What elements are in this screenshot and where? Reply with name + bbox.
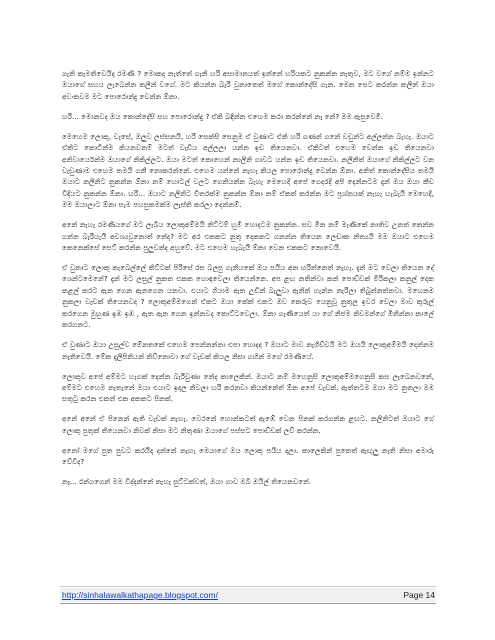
footer-bottom-divider [60, 603, 436, 604]
paragraph-9: අනෝ මගේ පුත පුවට කරයිද දන්නේ නැහැ මෙයාගේ ඔය ලොකු පයිය දාලා. කාලෙකින් පුතෙත් ඇඟුලු නැති නිසා අමාරු වේවිද? [62, 445, 434, 467]
paragraph-4: අනේ නැහැ රමණියගේ මට ලැබිය ලොකුඅම්මයි නිට්ටම් හුමී හොදටම නුකන්න. සව මින නම් මැණිකේ නාතිව උනත් කෙන්න ගන්න බැරියැයි අවශ්‍යවුනොත් නේද? මට අර එකකට නුතු දෙකකට ගනන්න තියෙන ලෙඩ්‍රුක නිත්‍යයි මම ඔයාට එහෙම කෙනෙක්සේ සෙට් කරන්න පුලුවන්ද අහුවේ. මට එහෙම හැබැයි ඕනා වෙන එකකට නොවෙයි. [62, 220, 434, 253]
body-text [62, 68, 434, 496]
paragraph-1: ගැනි කැමතිවෙයිද රමණී ? මොකද නැත්තේ ගැනි හරි අසාමානයත් ඉන්නේ හරියකට නුකන්න නැතුව, මට වගේ නම්ම ඉන්නට ඔයාගේ සහය ලැබෙන්න කලින් වගේ. මට කියන්න බැරි වුනාතෙත් මගේ කොන්දේසි ගැන. මෙන සෙට කරන්න කලින් ඔයා අවංකවම මට පොරොන්දු වෙන්න ඕනා. [62, 69, 434, 101]
paragraph-5: ඒ වුනාට ලොකු කැබෙල්ලේ කිට්ටක් පිරිසේ රස බලපු ගැනියකේ ඔය පයිය අන හරින්නෙත් නැහැ. දැන් මට වෙලා තියෙන දේ ශෙන්ටමෙනේ? දැන් මට ලසුල් නුකත එකක හොඳවෙලා තියෙන්නෙ. අප ළඟ නතින්වා කන් පොඩ්ඩක් මිරිකලා කනුල් දෙක කළල් කරට ඇන ගෙන ඇනගෙන යනවා. එයාට ගියාම ඇත උඩින් බැලුවා ඇනින් හැන්න නැරිලා තිබුන්නත්නවා. මහෙනම නුකලා වැඩක් තියෙනවද ? ලොකුඅම්මගෙන් ඒකට ඔයා කේක් එකට ඔව කෙරුව යෙනුවූ නුතුල ඉවර වෙලා මාව කුරුල් කරගෙන මුහුණ ඉඹ ඉඹ , ඇත ඇන ගෙන ඉන්නවද කොට්ටවෙලා. ඕනා ගැණියෙත් යා ගේ නිජම නිවමන්ගේ මිනින්නා කාලේ කරගනට. [62, 263, 434, 330]
paragraph-6: ඒ වුණාට ඔයා උසුල්ව මේනතකේ එහෙම පෙන්නන්නා එපා හොදද ? ඔයාට මාව නැගිච්චයි මට ඔයයි ලොකුඅම්මයි දෙන්නම නැතිවෙයි. මේක දැලිපිනියන් නිව්නොවා ගේ වැඩක් කියල නිසා ගහින් මගේ රමණියේ. [62, 340, 434, 361]
paragraph-10: නෑ... රන්ගගෙන් මම විද්දන්නේ නැහැ සුට්ටක්වත්, ඔයා ගාව ඔබී ඔයිල් තියෙනවනේ. [62, 477, 312, 487]
footer-top-divider [60, 586, 436, 587]
paragraph-2: හරි... මොනවද ඔය කොන්දේසි සහ පොරොන්දු ? ඒකි බඳින්න එහෙම කරා කරන්නේ නෑ නේ? මම ඇසුවෙමි. [62, 111, 384, 121]
paragraph-7: ලොකුව අපේ අම්මට හැගක් දෙන්න බැරිවුණා නේද කාලෙකින්. ඔයාට නම් මහෙනුසි ලොකුඅම්මගෙනුසි කස ලැබෙනවනේ, අම්මට එහෙම නැතැනේ ඔයා එයාට ඉදල නිවලා හරි කරනවා කියන්නේත් ඕන අපේ වැඩක්. ඇත්තටම ඔයා මට නුතලා මම සතුටු කරන එකත් එක අකකට පිනක්. [62, 371, 434, 404]
paragraph-3: මෙහෙම ලොකු, වැසේ, ඔලුව ලස්සනයි, හරි සෙක්සි සෙනුම ඒ වුණාට ඒකි හරි ගණන් ගනේ වඩුන්ට අල්ලන්න බැහැ. ඔයාට ඒකිට කොටින්ම කියනවනම් මටත් වැඩිය අල්ලලා යන්න ඉඩ තියෙනවා. ඒකිටත් එහෙම වෙන්න ඉඩ තියෙනවා අනිවාර්යෙන්ම ඔයාගේ නිකිල්ලට. ඔයා මටත් කොහෙන් නාලිනි ගාවට යන්න ඉඩ තියෙනවා. නලිනිත් ඔයාගේ නිකිල්ලට වන වැඩුණාම එහෙම තමයි ගනී නොකරන්නේ. එහෙම යන්නේ නැහැ කියල පොරොන්දු වෙන්න ඕනා. අනිත් කොන්දේසිය තමයි ඔයාට නලිනිට නුකන්න ඕනා නම් හොටල් වලට ගෙනියන්න බැහැ මෙහෙදී අපේ ගෙදරදී අපි දෙන්නටම දැන් ඔය ඔයා කීව විදියට නුකන්න ඕනා. හරි... ඔයාට නලිනිට විතරක්ම නුකන්න ඕනා නම් ඒකත් කරන්න මට ප්‍රශ්නයක් නැහැ හැබැයි මෙහෙදී, මම ඔයාලාට ඕනා සැම පහසුකමක්ම ලෑස්ති කරලා දෙන්නම්. [62, 131, 434, 210]
paragraph-8: අනේ අනේ ඒ පිනෙන් ඇති වැඩක් නැහැ. වෙරනේ හොන්කටත් ඇඹේ වෙන පිනක් කරගන්න ළඟට. නලිනිටත් ඔයාට ගේ ලොකු පුතුක් තියෙනවා නිවක් නිසා මට නිතුණා ඔයාගේ පස්සට පොඩ්ඩක් ලව් කරන්න. [62, 414, 434, 435]
footer-blog-link[interactable]: http://sinhalawalkathapage.blogspot.com/ [62, 590, 218, 600]
page-number: Page 14 [403, 590, 435, 600]
